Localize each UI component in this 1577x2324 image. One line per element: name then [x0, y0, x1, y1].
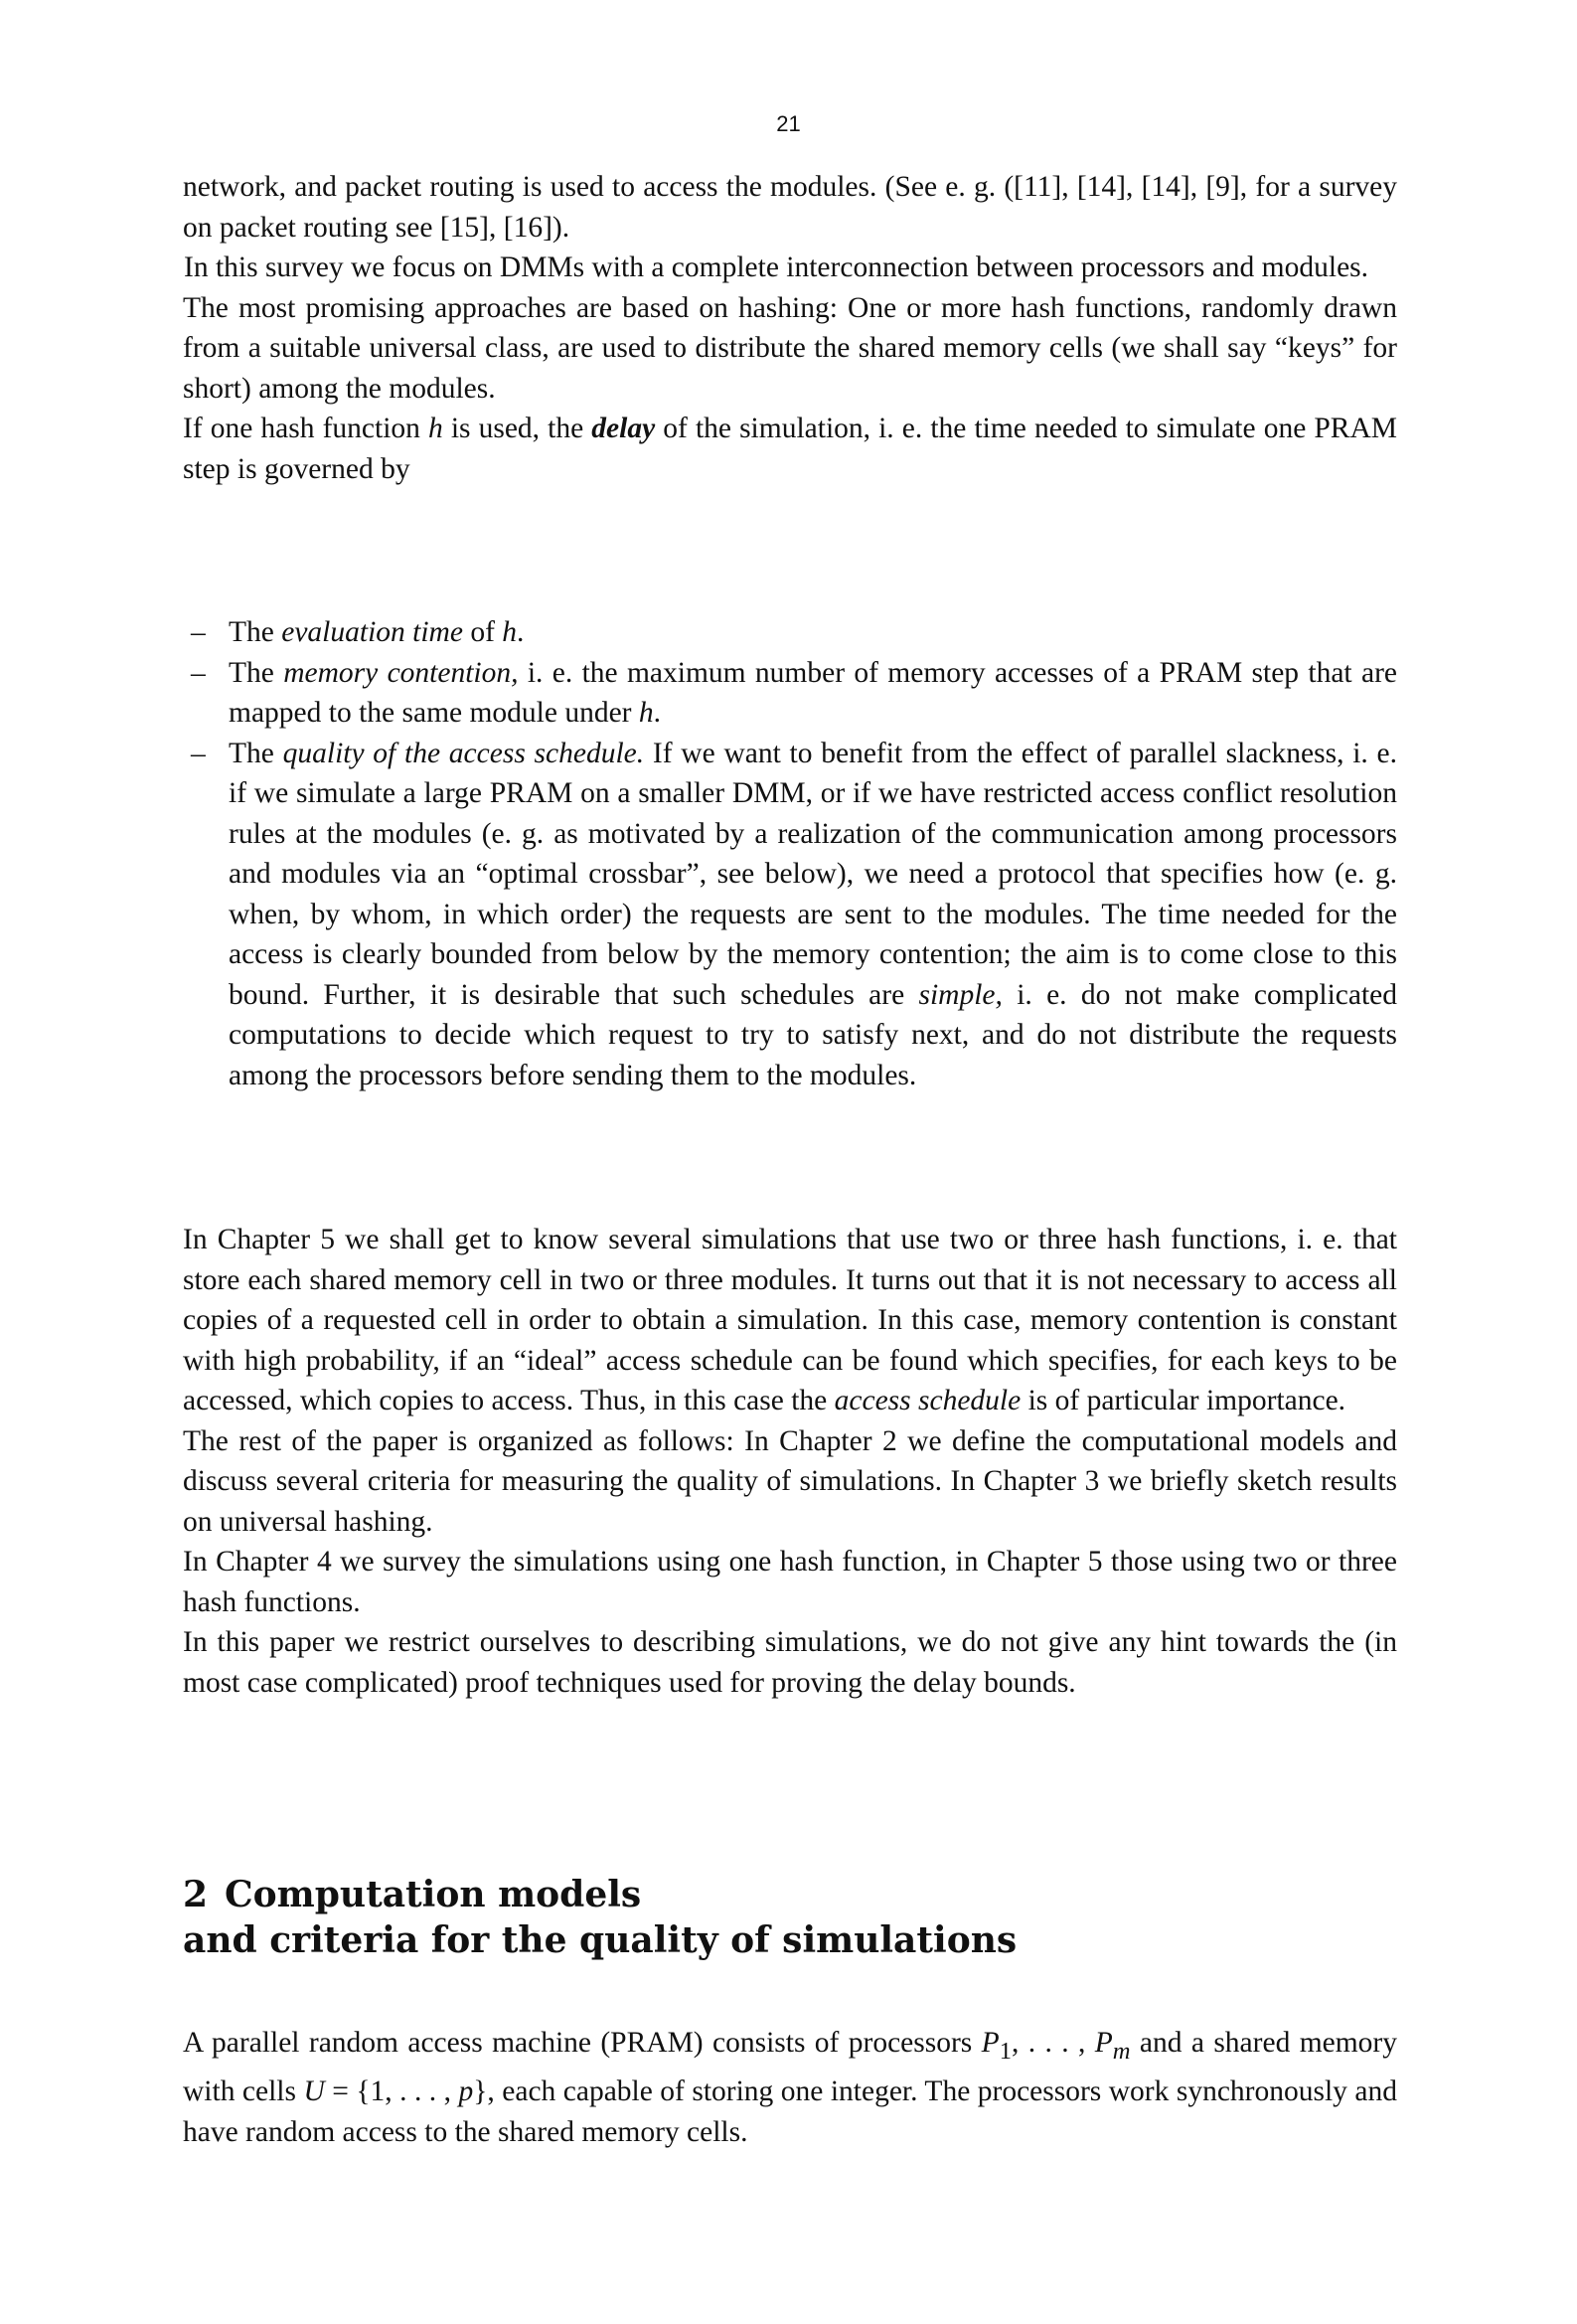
dash-bullet: –: [191, 656, 206, 689]
dash-bullet: –: [191, 616, 206, 648]
section-heading: [183, 1872, 1397, 1963]
math-p1: P: [981, 2027, 1000, 2059]
section-title-line1: Computation models: [225, 1874, 642, 1915]
intro-text: [183, 167, 1397, 489]
list-item-access-schedule: [183, 734, 1397, 1096]
pram-text-4: }, each capable of storing one integer. The processors work synchronously and have random access to the shared memory cells.: [183, 2075, 1397, 2148]
pram-text-3: = {1, . . . ,: [324, 2075, 459, 2108]
emphasis-evaluation-time: evaluation time: [281, 616, 463, 648]
math-h: h: [638, 697, 654, 729]
item-text: .: [653, 697, 662, 729]
math-u: U: [303, 2075, 325, 2108]
chapter5-text-post: is of particular importance.: [1021, 1385, 1346, 1416]
item-text: The: [229, 616, 282, 648]
math-h: h: [428, 413, 443, 444]
emphasis-access-schedule: access schedule: [834, 1385, 1022, 1416]
math-h: h: [502, 616, 518, 648]
emphasis-simple: simple,: [918, 978, 1003, 1011]
delay-factors-list: [183, 612, 1397, 1095]
dash-bullet: –: [191, 737, 206, 769]
list-item-evaluation-time: [183, 612, 1397, 653]
paragraph-chapter5: [183, 1220, 1397, 1421]
item-text: of: [462, 616, 503, 648]
list-item-memory-contention: [183, 653, 1397, 734]
chapter5-text-pre: In Chapter 5 we shall get to know several simulations that use two or three hash functions, i. e. that store each shared memory cell in two or three modules. It turns out that it is not necessary to access all copies of a requested cell in order to obtain a simulation. In this case, memory contention is constant with high probability, if an “ideal” access schedule can be found which specifies, for each keys to be accessed, which copies to access. Thus, in this case the: [183, 1224, 1397, 1416]
paragraph-chapter4: In Chapter 4 we survey the simulations using one hash function, in Chapter 5 those using two or three hash functions.: [183, 1546, 1397, 1618]
paragraph-pram: [183, 2023, 1397, 2152]
delay-emphasis: delay: [591, 413, 656, 444]
section-heading-line1: [183, 1872, 1397, 1917]
math-subscript-m: m: [1112, 2037, 1131, 2065]
item-text: The: [229, 737, 283, 769]
emphasis-access-schedule: quality of the access schedule.: [282, 737, 645, 769]
page-number: 21: [776, 111, 801, 136]
paragraph-hashing: The most promising approaches are based on hashing: One or more hash functions, randomly drawn from a suitable universal class, are used to distribute the shared memory cells (we shall say “keys” for short) among the modules.: [183, 291, 1397, 405]
paragraph-organization: The rest of the paper is organized as follows: In Chapter 2 we define the computational models and discuss several criteria for measuring the quality of simulations. In Chapter 3 we briefly sketch results on universal hashing.: [183, 1424, 1397, 1538]
math-p: p: [458, 2075, 474, 2108]
overview-text: [183, 1220, 1397, 1703]
section-title-line2: and criteria for the quality of simulations: [183, 1919, 1018, 1961]
item-text: The: [229, 656, 284, 689]
item-text: i. e. do not make complicated computations to decide which request to try to satisfy next, and do not distribute the requests among the processors before sending them to the modules.: [229, 978, 1398, 1091]
section-number: 2: [183, 1874, 209, 1915]
item-text: If we want to benefit from the effect of parallel slackness, i. e. if we simulate a large PRAM on a smaller DMM, or if we have restricted access conflict resolution rules at the modules (e. g. as motivated by a realization of the communication among processors and modules via an “optimal crossbar”, see below), we need a protocol that specifies how (e. g. when, by whom, in which order) the requests are sent to the modules. The time needed for the access is clearly bounded from below by the memory contention; the aim is to come close to this bound. Further, it is desirable that such schedules are: [229, 737, 1397, 1011]
paragraph-delay: [183, 409, 1397, 489]
item-text: .: [517, 616, 525, 648]
paragraph-restriction: In this paper we restrict ourselves to describing simulations, we do not give any hint towards the (in most case complicated) proof techniques used for proving the delay bounds.: [183, 1626, 1397, 1699]
math-subscript-1: 1: [999, 2037, 1012, 2065]
emphasis-memory-contention: memory contention,: [283, 656, 519, 689]
pram-text-2: and a shared memory with cells: [183, 2027, 1397, 2108]
paragraph-survey-focus: In this survey we focus on DMMs with a complete interconnection between processors and modules.: [184, 251, 1369, 283]
pram-dots: , . . . ,: [1011, 2027, 1095, 2059]
pram-text-1: A parallel random access machine (PRAM) consists of processors: [183, 2027, 982, 2059]
item-text: i. e. the maximum number of memory accesses of a PRAM step that are mapped to the same module under: [229, 656, 1397, 729]
pram-text: [183, 2023, 1397, 2152]
delay-text-mid: is used, the: [442, 413, 592, 444]
delay-text-post: of the simulation, i. e. the time needed to simulate one PRAM step is governed by: [183, 413, 1397, 485]
delay-text-pre: If one hash function: [183, 413, 428, 444]
math-pm: P: [1094, 2027, 1113, 2059]
paragraph-network: network, and packet routing is used to access the modules. (See e. g. ([11], [14], [14], [9], for a survey on packet routing see [15], [16]).: [183, 171, 1397, 244]
